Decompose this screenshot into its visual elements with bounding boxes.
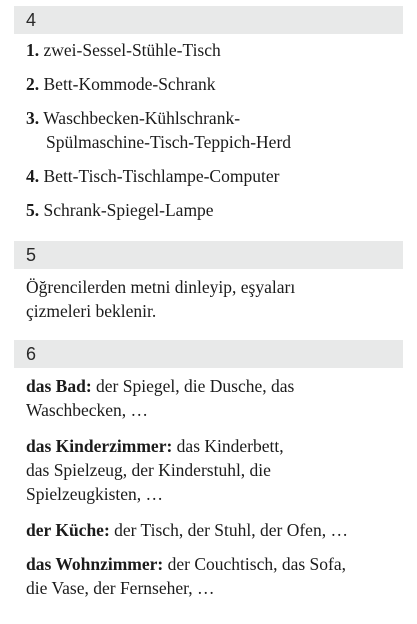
room-entry (26, 374, 407, 434)
room-entry (26, 552, 407, 606)
section-5-body (0, 269, 417, 323)
list-item (26, 72, 407, 106)
room-term: der Küche: (26, 520, 110, 540)
room-items: das Kinderbett, (172, 436, 284, 456)
room-term: das Bad: (26, 376, 92, 396)
section-4-list (0, 34, 417, 228)
room-entry (26, 434, 407, 518)
item-text: Bett-Kommode-Schrank (43, 74, 216, 94)
section-5 (0, 241, 417, 323)
item-text: Schrank-Spiegel-Lampe (43, 200, 214, 220)
item-text: zwei-Sessel-Stühle-Tisch (43, 40, 221, 60)
section-4-header: 4 (14, 6, 403, 34)
section-6 (0, 340, 417, 606)
room-items-continued: das Spielzeug, der Kinderstuhl, die (26, 460, 271, 480)
room-term: das Kinderzimmer: (26, 436, 173, 456)
list-item (26, 198, 407, 228)
list-item (26, 164, 407, 198)
room-entry (26, 518, 407, 552)
item-text: Bett-Tisch-Tischlampe-Computer (43, 166, 280, 186)
item-text-continued: Spülmaschine-Tisch-Teppich-Herd (46, 132, 292, 152)
room-items: der Couchtisch, das Sofa, (163, 554, 346, 574)
room-items-continued: Spielzeugkisten, … (26, 484, 164, 504)
item-number: 1. (26, 40, 40, 60)
section-6-header: 6 (14, 340, 403, 368)
room-items-continued: die Vase, der Fernseher, … (26, 578, 215, 598)
list-item (26, 38, 407, 72)
section-5-header: 5 (14, 241, 403, 269)
item-number: 4. (26, 166, 40, 186)
room-term: das Wohnzimmer: (26, 554, 164, 574)
room-items: der Tisch, der Stuhl, der Ofen, … (109, 520, 348, 540)
instruction-line: Öğrencilerden metni dinleyip, eşyaları (26, 277, 296, 297)
item-number: 3. (26, 108, 40, 128)
item-number: 2. (26, 74, 40, 94)
section-6-body (0, 368, 417, 606)
list-item (26, 106, 407, 164)
item-text: Waschbecken-Kühlschrank- (43, 108, 241, 128)
section-4 (0, 6, 417, 228)
room-items: der Spiegel, die Dusche, das (91, 376, 295, 396)
room-items-continued: Waschbecken, … (26, 400, 149, 420)
item-number: 5. (26, 200, 40, 220)
instruction-line: çizmeleri beklenir. (26, 301, 157, 321)
